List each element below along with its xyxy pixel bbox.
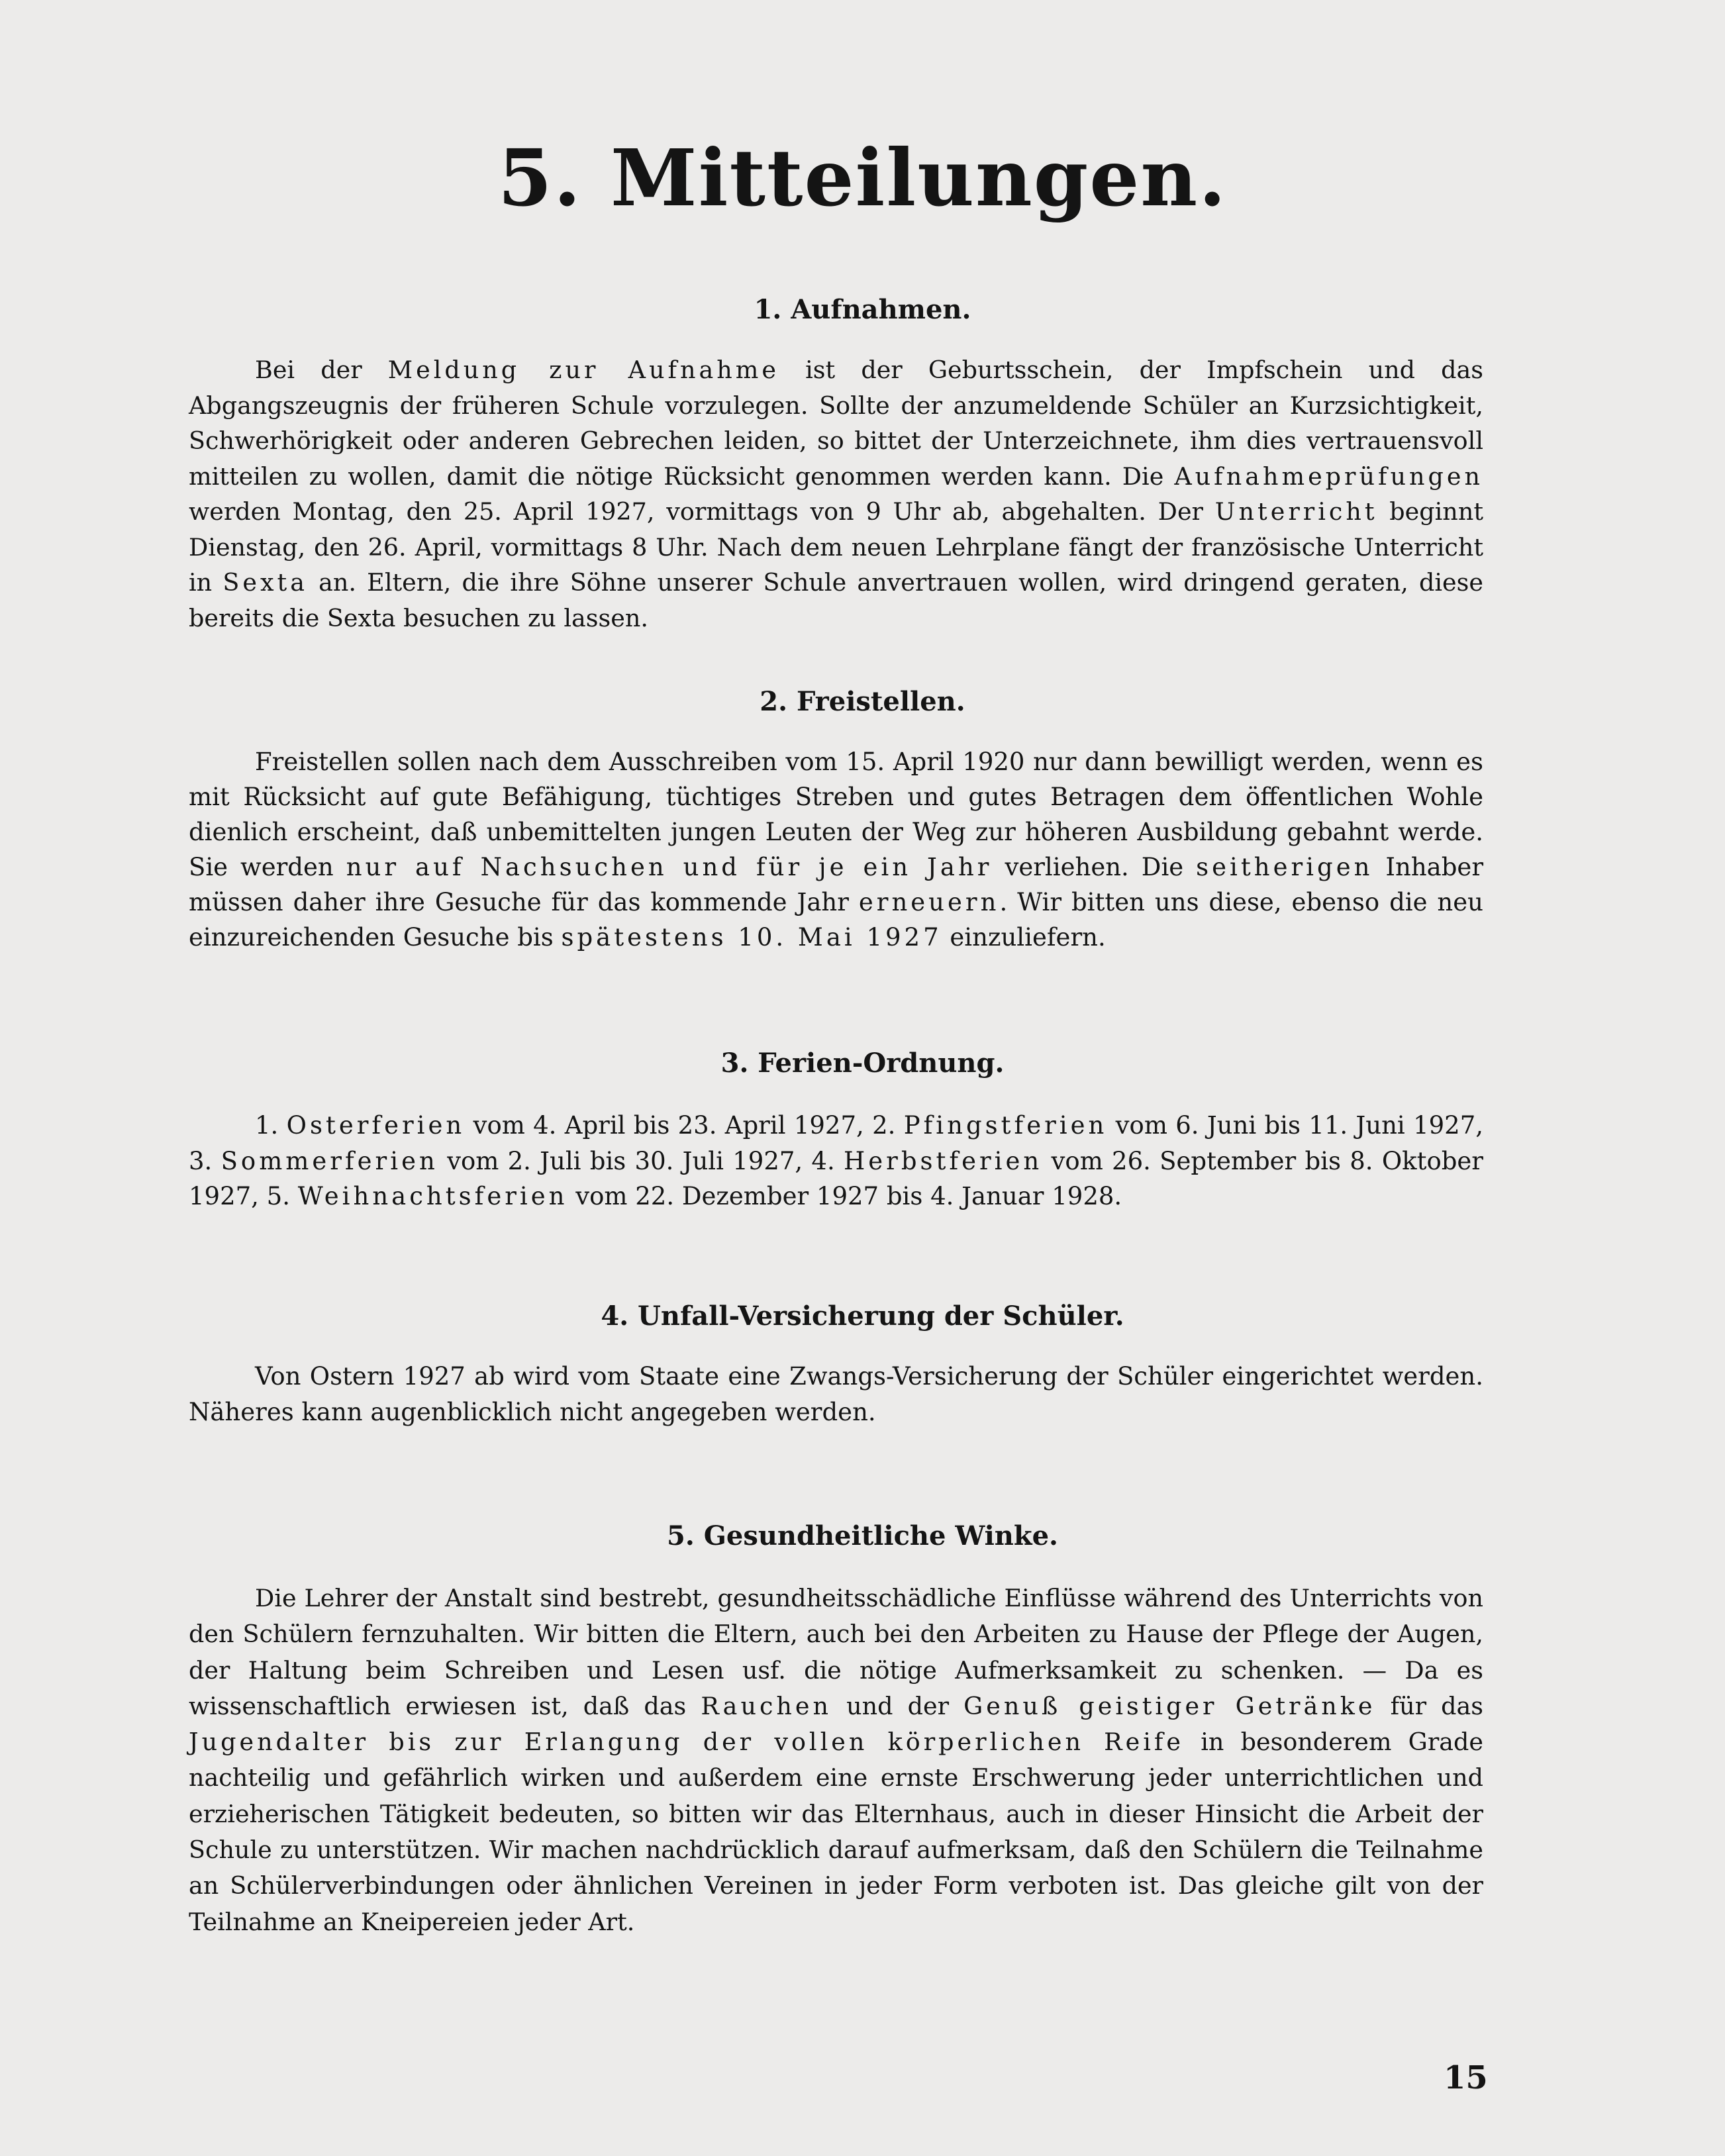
text-run: in besonderem Grade nachteilig und gefährlich wirken und außerdem eine ernste Erschwerung jeder unterrichtlichen und erzieherischen Tätigkeit bedeuten, so bitten wir das Elternhaus, auch in dieser Hinsicht die Arbeit der Schule zu unterstützen. Wir machen nachdrücklich darauf aufmerksam, daß den Schülern die Teilnahme an Schülerverbindungen oder ähnlichen Vereinen in jeder Form verboten ist. Das gleiche gilt von der Teilnahme an Kneipereien jeder Art. [189,1728,1483,1936]
spaced-emphasis: Rauchen [701,1691,832,1720]
spaced-emphasis: spätestens 10. Mai 1927 [561,923,942,952]
text-run: beginnt Dienstag, den 26. April, vormittags 8 Uhr. Nach dem neuen Lehrplane fängt der französische Unterricht in [189,497,1483,597]
spaced-emphasis: seitherigen [1196,853,1373,881]
spaced-emphasis: Aufnahmeprüfungen [1174,462,1483,491]
text-run: werden Montag, den 25. April 1927, vormittags von 9 Uhr ab, abgehalten. Der [189,497,1215,526]
paragraph-gesundheitliche-winke [189,1581,1483,1940]
page-number: 15 [1444,2059,1488,2096]
text-run: 1. [255,1111,287,1140]
text-run: . Wir bitten uns diese, ebenso die neu einzureichenden Gesuche bis [189,888,1483,952]
section-heading-ferien-ordnung: 3. Ferien-Ordnung. [720,1048,1005,1079]
spaced-emphasis: Pfingstferien [903,1111,1108,1140]
text-run: Die Lehrer der Anstalt sind bestrebt, gesundheitsschädliche Einflüsse während des Unterrichts von den Schülern fernzuhalten. Wir bitten die Eltern, auch bei den Arbeiten zu Hause der Pflege der Augen, der Haltung beim Schreiben und Lesen usf. die nötige Aufmerksamkeit zu schenken. — Da es wissenschaftlich erwiesen ist, daß das [189,1584,1483,1720]
text-run: verliehen. Die [992,853,1197,881]
section-heading-gesundheitliche-winke: 5. Gesundheitliche Winke. [667,1520,1058,1551]
spaced-emphasis: Genuß geistiger Getränke [963,1691,1376,1720]
section-heading-aufnahmen: 1. Aufnahmen. [754,294,971,325]
text-run: einzuliefern. [942,923,1106,952]
text-run: Inhaber müssen daher ihre Gesuche für das kommende Jahr [189,853,1484,916]
spaced-emphasis: Sexta [222,568,308,597]
spaced-emphasis: Unterricht [1214,497,1378,526]
text-run: vom 2. Juli bis 30. Juli 1927, 4. [438,1146,844,1175]
spaced-emphasis: Herbstferien [844,1146,1043,1175]
spaced-emphasis: Meldung zur Aufnahme [387,356,779,384]
text-run: an. Eltern, die ihre Söhne unserer Schule anvertrauen wollen, wird dringend geraten, diese bereits die Sexta besuchen zu lassen. [189,568,1483,632]
text-run: vom 4. April bis 23. April 1927, 2. [465,1111,904,1140]
spaced-emphasis: Sommerferien [221,1146,438,1175]
spaced-emphasis: Jugendalter bis zur Erlangung der vollen körperlichen Reife [189,1728,1185,1757]
text-run: Freistellen sollen nach dem Ausschreiben vom 15. April 1920 nur dann bewilligt werden, wenn es mit Rücksicht auf gute Befähigung, tüchtiges Streben und gutes Betragen dem öffentlichen Wohle dienlich erscheint, daß unbemittelten jungen Leuten der Weg zur höheren Ausbildung gebahnt werde. Sie werden [189,748,1483,881]
spaced-emphasis: Weihnachtsferien [297,1182,568,1210]
paragraph-ferien-ordnung [189,1108,1483,1214]
page-title: 5. Mitteilungen. [497,132,1228,224]
text-run: und der [832,1691,964,1720]
text-run: ist der Geburtsschein, der Impfschein und das Abgangszeugnis der früheren Schule vorzulegen. Sollte der anzumeldende Schüler an Kurzsichtigkeit, Schwerhörigkeit oder anderen Gebrechen leiden, so bittet der Unterzeichnete, ihm dies vertrauensvoll mitteilen zu wollen, damit die nötige Rücksicht genommen werden kann. Die [189,356,1483,491]
spaced-emphasis: Osterferien [286,1111,466,1140]
text-run: vom 22. Dezember 1927 bis 4. Januar 1928. [567,1182,1122,1210]
text-run: Von Ostern 1927 ab wird vom Staate eine Zwangs-Versicherung der Schüler eingerichtet werden. Näheres kann augenblicklich nicht angegeben werden. [189,1362,1483,1426]
text-run: für das [1375,1691,1483,1720]
text-run: vom 26. September bis 8. Oktober 1927, 5. [189,1146,1483,1210]
text-run: Bei der [255,356,388,384]
text-run: vom 6. Juni bis 11. Juni 1927, 3. [189,1111,1483,1175]
spaced-emphasis: erneuern [858,888,1000,916]
paragraph-freistellen [189,744,1483,955]
spaced-emphasis: nur auf Nachsuchen und für je ein Jahr [346,853,993,881]
section-heading-freistellen: 2. Freistellen. [760,686,965,717]
paragraph-unfall-versicherung [189,1359,1483,1430]
paragraph-aufnahmen [189,352,1483,636]
section-heading-unfall-versicherung: 4. Unfall-Versicherung der Schüler. [601,1300,1124,1332]
